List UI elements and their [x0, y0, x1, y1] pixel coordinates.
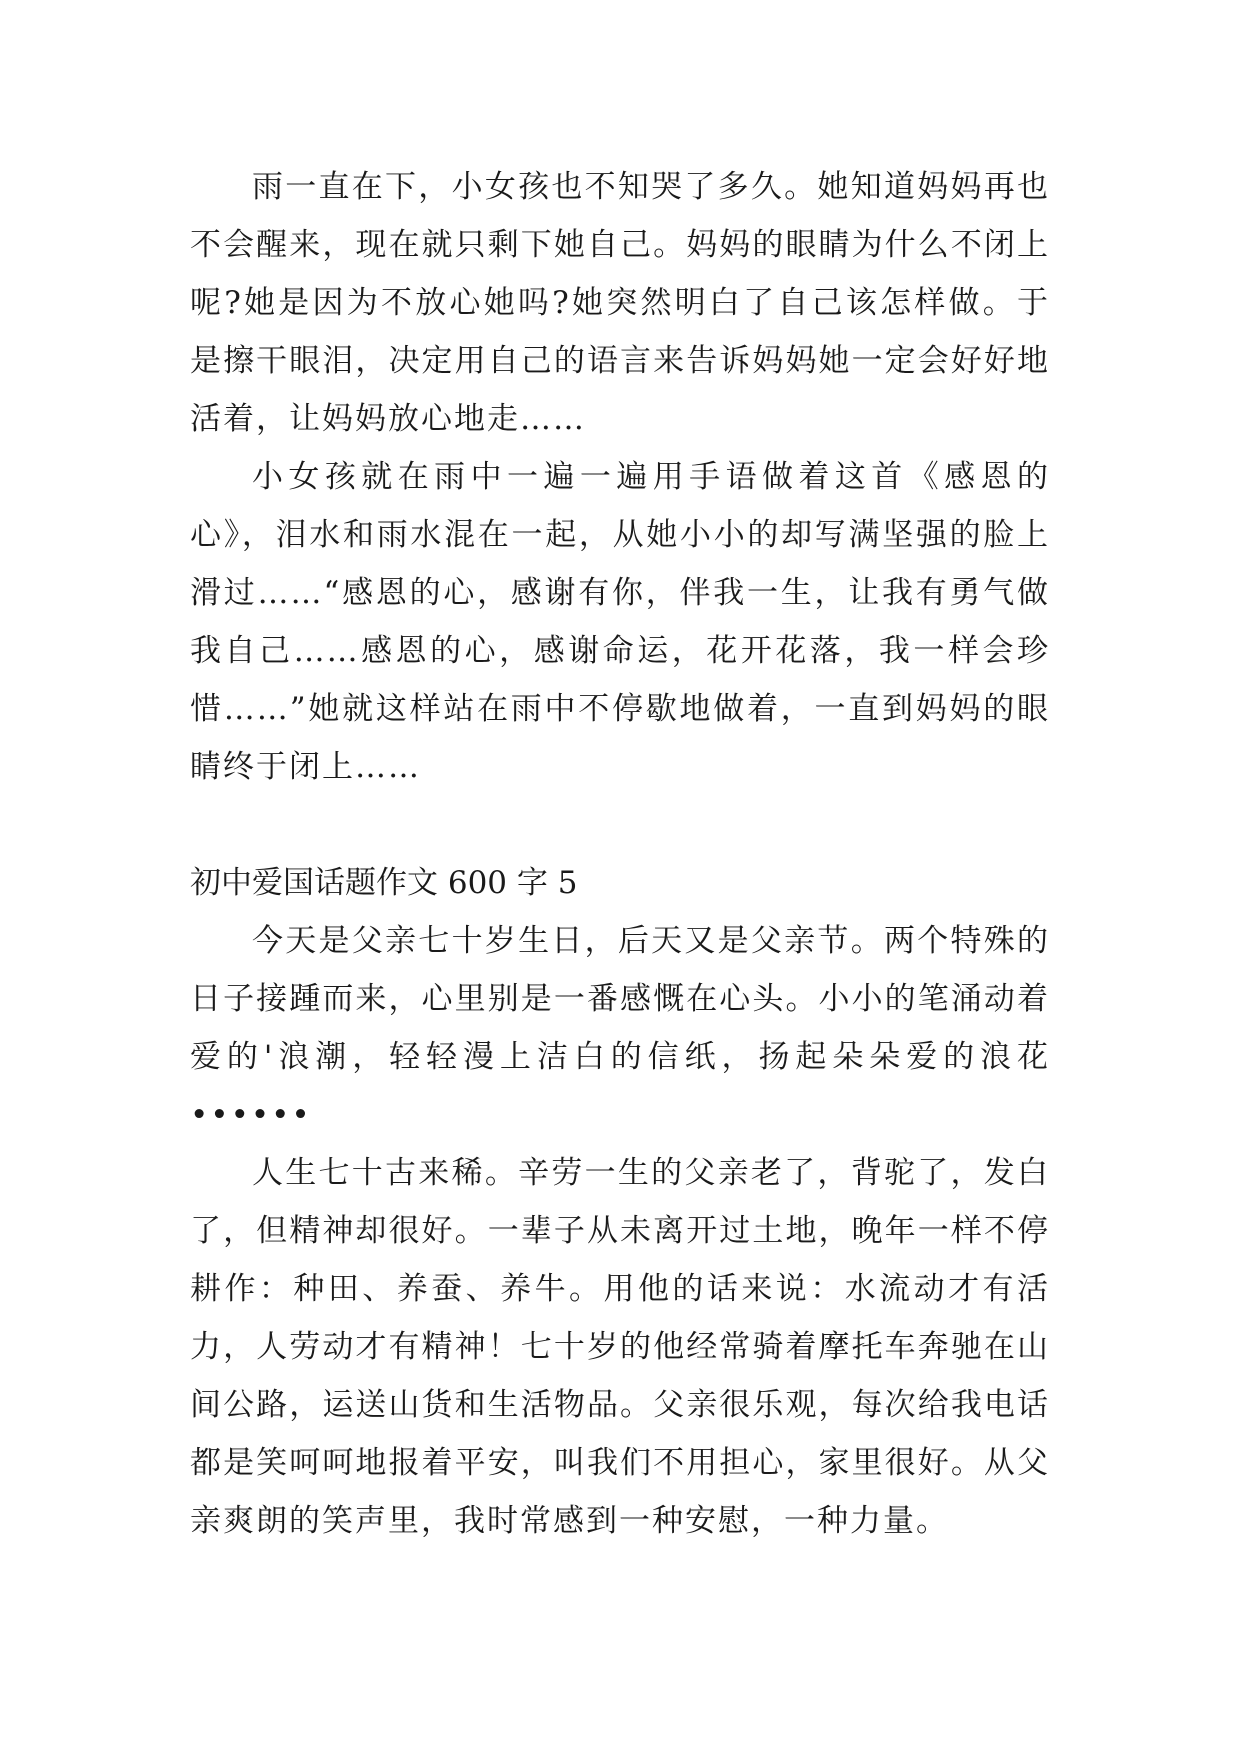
essay-heading: 初中爱国话题作文 600 字 5	[190, 865, 578, 901]
paragraph-grateful-heart: 小女孩就在雨中一遍一遍用手语做着这首《感恩的心》，泪水和雨水混在一起，从她小小的却写满坚强的脸上滑过……“感恩的心，感谢有你，伴我一生，让我有勇气做我自己……感恩的心，感谢命运，花开花落，我一样会珍惜……”她就这样站在雨中不停歇地做着，一直到妈妈的眼睛终于闭上……	[190, 459, 1050, 785]
paragraph-rain: 雨一直在下，小女孩也不知哭了多久。她知道妈妈再也不会醒来，现在就只剩下她自己。妈妈的眼睛为什么不闭上呢?她是因为不放心她吗?她突然明白了自己该怎样做。于是擦干眼泪，决定用自己的语言来告诉妈妈她一定会好好地活着，让妈妈放心地走……	[190, 169, 1050, 437]
paragraph-father-life: 人生七十古来稀。辛劳一生的父亲老了，背驼了，发白了，但精神却很好。一辈子从未离开过土地，晚年一样不停耕作：种田、养蚕、养牛。用他的话来说：水流动才有活力，人劳动才有精神！七十岁的他经常骑着摩托车奔驰在山间公路，运送山货和生活物品。父亲很乐观，每次给我电话都是笑呵呵地报着平安，叫我们不用担心，家里很好。从父亲爽朗的笑声里，我时常感到一种安慰，一种力量。	[190, 1155, 1050, 1539]
document-body	[190, 158, 1050, 1550]
paragraph-father-birthday: 今天是父亲七十岁生日，后天又是父亲节。两个特殊的日子接踵而来，心里别是一番感慨在心头。小小的笔涌动着爱的'浪潮，轻轻漫上洁白的信纸，扬起朵朵爱的浪花••••••	[190, 923, 1050, 1133]
